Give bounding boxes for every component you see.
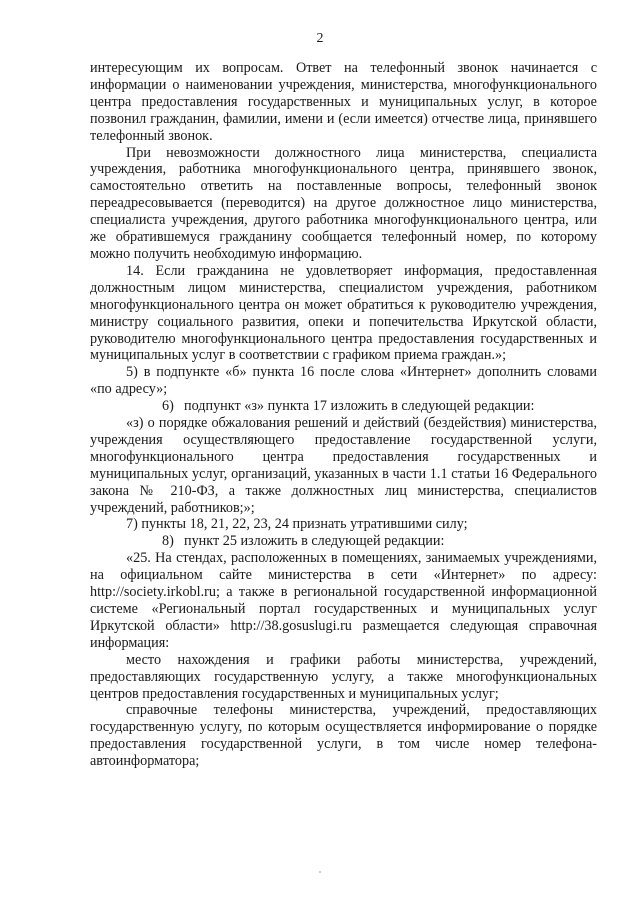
item-text: подпункт «з» пункта 17 изложить в следующей редакции: bbox=[184, 398, 535, 415]
paragraph-4: 5) в подпункте «б» пункта 16 после слова «Интернет» дополнить словами «по адресу»; bbox=[90, 364, 597, 398]
paragraph-10: место нахождения и графики работы министерства, учреждений, предоставляющих государственную услугу, а также многофункциональных центров предоставления государственных и муниципальных услуг; bbox=[90, 651, 597, 702]
paragraph-8 bbox=[90, 533, 597, 550]
scan-speck bbox=[319, 871, 321, 873]
paragraph-5 bbox=[90, 398, 597, 415]
paragraph-7: 7) пункты 18, 21, 22, 23, 24 признать утратившими силу; bbox=[126, 516, 468, 533]
paragraph-2: При невозможности должностного лица министерства, специалиста учреждения, работника многофункционального центра, принявшего звонок, самостоятельно ответить на поставленные вопросы, телефонный звонок переадресовывается (переводится) на другое должностное лицо министерства, специалиста учреждения, другого работника многофункционального центра, или же обратившемуся гражданину сообщается телефонный номер, по которому можно получить необходимую информацию. bbox=[90, 144, 597, 262]
paragraph-3: 14. Если гражданина не удовлетворяет информация, предоставленная должностным лицом министерства, специалистом учреждения, работником многофункционального центра он может обратиться к руководителю учреждения, министру социального развития, опеки и попечительства Иркутской области, руководителю многофункционального центра предоставления государственных и муниципальных услуг в соответствии с графиком приема граждан.»; bbox=[90, 262, 597, 364]
item-text: пункт 25 изложить в следующей редакции: bbox=[184, 533, 445, 550]
item-number: 8) bbox=[162, 533, 174, 550]
paragraph-1: интересующим их вопросам. Ответ на телефонный звонок начинается с информации о наименовании учреждения, министерства, многофункционального центра предоставления государственных и муниципальных услуг, в которое позвонил гражданин, фамилии, имени и (если имеется) отчестве лица, принявшего телефонный звонок. bbox=[90, 60, 597, 144]
paragraph-6: «з) о порядке обжалования решений и действий (бездействия) министерства, учреждения осуществляющего предоставление государственной услуги, многофункционального центра предоставления государственных и муниципальных услуг, организаций, указанных в части 1.1 статьи 16 Федерального закона № 210-ФЗ, а также должностных лиц министерства, специалистов учреждений, работников;»; bbox=[90, 415, 597, 516]
paragraph-9: «25. На стендах, расположенных в помещениях, занимаемых учреждениями, на официальном сайте министерства в сети «Интернет» по адресу: http://society.irkobl.ru; а также в региональной государственной информационной системе «Региональный портал государственных и муниципальных услуг Иркутской области» http://38.gosuslugi.ru размещается следующая справочная информация: bbox=[90, 550, 597, 651]
item-number: 6) bbox=[162, 398, 174, 415]
paragraph-11: справочные телефоны министерства, учреждений, предоставляющих государственную услугу, по которым осуществляется информирование о порядке предоставления государственной услуги, в том числе номер телефона-автоинформатора; bbox=[90, 702, 597, 770]
page-number: 2 bbox=[316, 31, 324, 46]
document-body bbox=[90, 60, 597, 770]
